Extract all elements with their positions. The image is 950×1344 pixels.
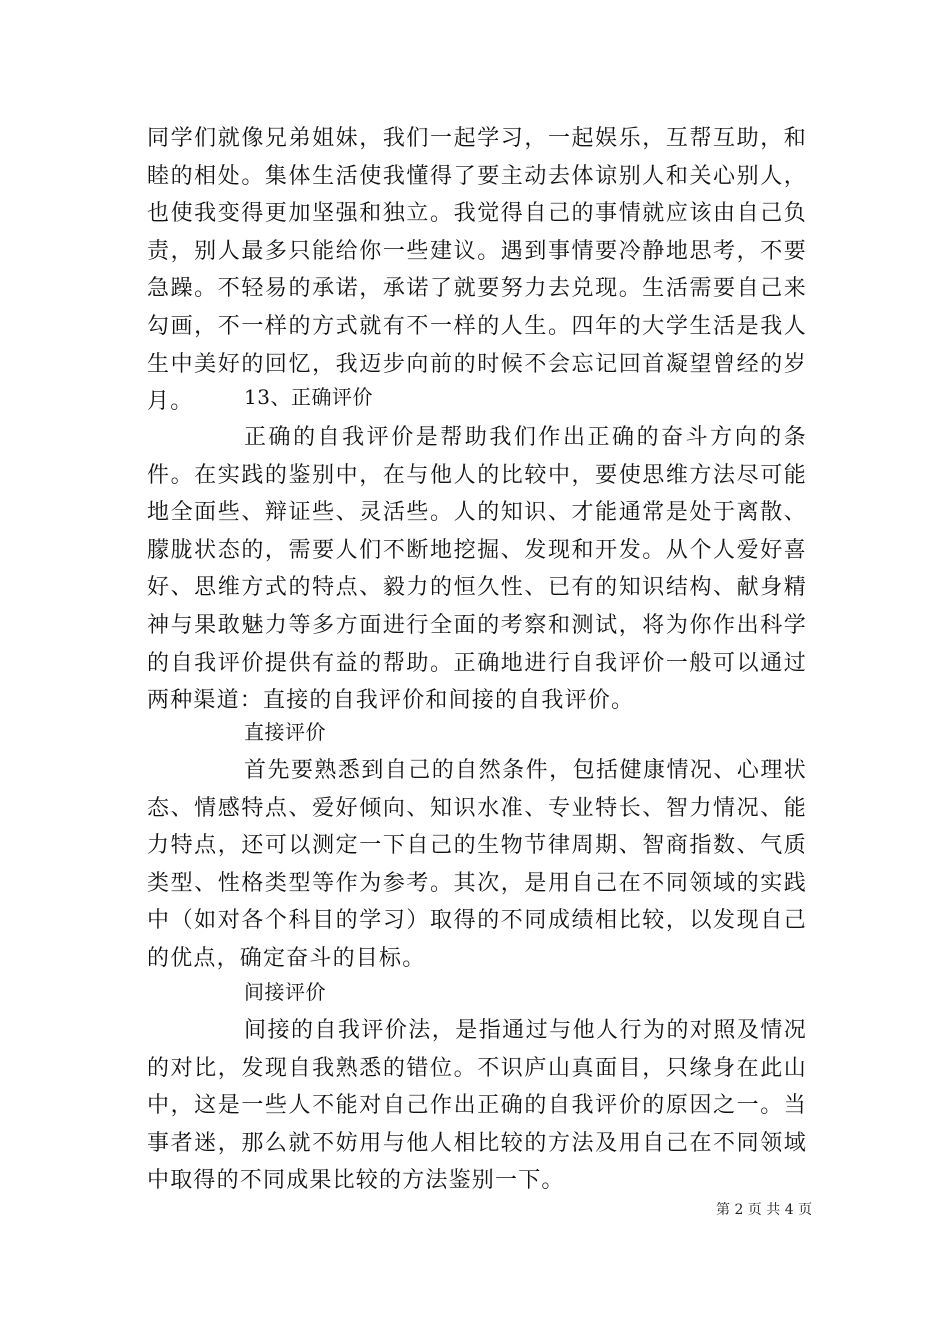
paragraph-continuation: 同学们就像兄弟姐妹，我们一起学习，一起娱乐，互帮互助，和睦的相处。集体生活使我懂得了要主动去体谅别人和关心别人，也使我变得更加坚强和独立。我觉得自己的事情就应该由自己负责，别人最多只能给你一些建议。遇到事情要冷静地思考，不要急躁。不轻易的承诺，承诺了就要努力去兑现。生活需要自己来勾画，不一样的方式就有不一样的人生。四年的大学生活是我人生中美好的回忆，我迈步向前的时候不会忘记回首凝望曾经的岁月。 xyxy=(147,126,807,415)
direct-evaluation-paragraph: 首先要熟悉到自己的自然条件，包括健康情况、心理状态、情感特点、爱好倾向、知识水准、专业特长、智力情况、能力特点，还可以测定一下自己的生物节律周期、智商指数、气质类型、性格类型等作为参考。其次，是用自己在不同领域的实践中（如对各个科目的学习）取得的不同成绩相比较，以发现自己的优点，确定奋斗的目标。 xyxy=(147,758,807,971)
indirect-evaluation-heading: 间接评价 xyxy=(244,980,326,1004)
section-13-heading: 13、正确评价 xyxy=(244,385,373,409)
indirect-evaluation-paragraph: 间接的自我评价法，是指通过与他人行为的对照及情况的对比，发现自我熟悉的错位。不识庐山真面目，只缘身在此山中，这是一些人不能对自己作出正确的自我评价的原因之一。当事者迷，那么就不妨用与他人相比较的方法及用自己在不同领域中取得的不同成果比较的方法鉴别一下。 xyxy=(147,1018,807,1194)
direct-evaluation-heading: 直接评价 xyxy=(244,720,326,744)
section-13-paragraph: 正确的自我评价是帮助我们作出正确的奋斗方向的条件。在实践的鉴别中，在与他人的比较中，要使思维方法尽可能地全面些、辩证些、灵活些。人的知识、才能通常是处于离散、朦胧状态的，需要人们不断地挖掘、发现和开发。从个人爱好喜好、思维方式的特点、毅力的恒久性、已有的知识结构、献身精神与果敢魅力等多方面进行全面的考察和测试，将为你作出科学的自我评价提供有益的帮助。正确地进行自我评价一般可以通过两种渠道：直接的自我评价和间接的自我评价。 xyxy=(147,425,807,714)
page-indicator: 第 2 页 共 4 页 xyxy=(716,1202,813,1218)
